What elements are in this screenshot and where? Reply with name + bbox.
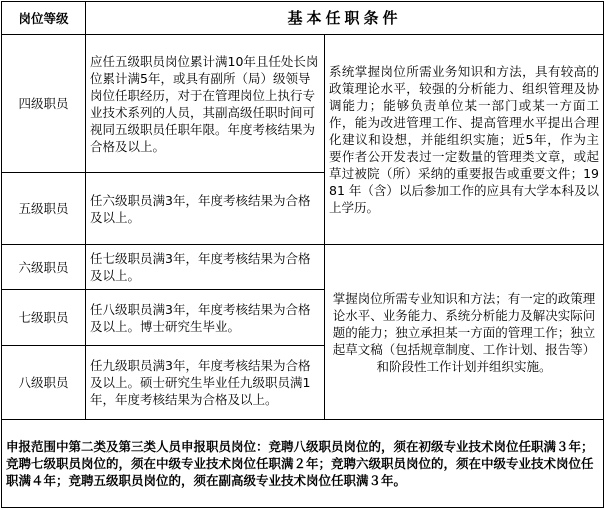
general-requirements-lower: 掌握岗位所需专业知识和方法；有一定的政策理论水平、业务能力、系统分析能力及解决实际问题的能力；独立承担某一方面的管理工作；独立起草文稿（包括规章制度、工作计划、报告等）和阶段性工作计划并组织实施。 xyxy=(325,245,604,420)
level-cell: 七级职员 xyxy=(2,290,86,346)
condition-cell: 任八级职员满3年，年度考核结果为合格及以上。博士研究生毕业。 xyxy=(86,290,325,346)
condition-cell: 任七级职员满3年，年度考核结果为合格及以上。 xyxy=(86,245,325,290)
header-conditions: 基本任职条件 xyxy=(86,2,604,35)
header-level: 岗位等级 xyxy=(2,2,86,35)
header-row xyxy=(2,2,604,35)
level-cell: 四级职员 xyxy=(2,35,86,173)
table-row xyxy=(2,35,604,173)
condition-cell: 任六级职员满3年，年度考核结果为合格及以上。 xyxy=(86,173,325,245)
level-cell: 五级职员 xyxy=(2,173,86,245)
level-cell: 六级职员 xyxy=(2,245,86,290)
note-row xyxy=(2,420,604,508)
level-cell: 八级职员 xyxy=(2,346,86,420)
table-row xyxy=(2,245,604,290)
general-requirements-upper: 系统掌握岗位所需业务知识和方法，具有较高的政策理论水平，较强的分析能力、组织管理及协调能力；能够负责单位某一部门或某一方面工作，能为改进管理工作、提高管理水平提出合理化建议和设想，并能组织实施；近5年，作为主要作者公开发表过一定数量的管理类文章，或起草过被院（所）采纳的重要报告或重要文件；1981 年（含）以后参加工作的应具有大学本科及以上学历。 xyxy=(325,35,604,245)
job-requirements-table xyxy=(1,1,604,508)
condition-cell: 任九级职员满3年，年度考核结果为合格及以上。硕士研究生毕业任九级职员满1年，年度考核结果为合格及以上。 xyxy=(86,346,325,420)
condition-cell: 应任五级职员岗位累计满10年且任处长岗位累计满5年，或具有副所（局）级领导岗位任职经历，对于在管理岗位上执行专业技术系列的人员，其副高级任职时间可视同五级职员任职年限。年度考核结果为合格及以上。 xyxy=(86,35,325,173)
application-note: 申报范围中第二类及第三类人员申报职员岗位：竞聘八级职员岗位的，须在初级专业技术岗位任职满３年；竞聘七级职员岗位的，须在中级专业技术岗位任职满２年；竞聘六级职员岗位的，须在中级专业技术岗位任职满４年；竞聘五级职员岗位的，须在副高级专业技术岗位任职满３年。 xyxy=(2,420,604,508)
